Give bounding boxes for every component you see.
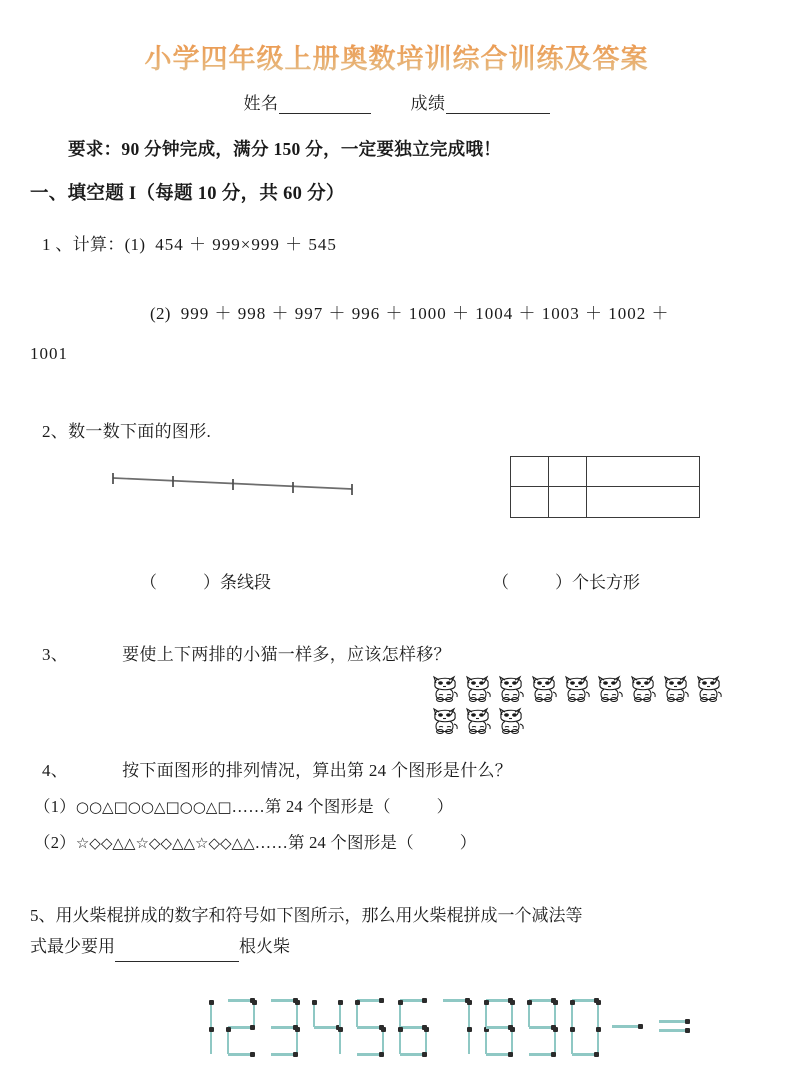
q2-right-suffix: ）个长方形: [555, 572, 640, 592]
q4-number: 4、: [42, 761, 69, 781]
cat-icon: [694, 674, 727, 704]
q4-sub2-label: （2）: [34, 833, 76, 853]
rectangle-grid: [510, 456, 700, 518]
cat-icon: [430, 706, 463, 736]
matchstick-digit-1: [180, 996, 216, 1058]
q4-sub1-sequence: ○○△□○○△□○○△□: [75, 798, 232, 817]
q2-right-open-paren: （: [492, 572, 509, 592]
cat-row-bottom: [430, 706, 793, 738]
q2-answer-left: [140, 568, 271, 593]
q3-number: 3、: [42, 644, 69, 664]
line-segment-figure: [110, 472, 355, 498]
cat-icon: [595, 674, 628, 704]
q1-sub2-label: (2): [150, 303, 171, 323]
question-3-cat-figure: [0, 674, 793, 738]
grid-cell: [511, 487, 549, 517]
q1-sub2-expression-continued: 1001: [30, 344, 68, 364]
matchstick-equals-sign: [657, 996, 699, 1058]
q1-sub2-expression: 999 ＋ 998 ＋ 997 ＋ 996 ＋ 1000 ＋ 1004 ＋ 1003 ＋ 1002 ＋: [180, 303, 670, 323]
q5-text-part1: 5、用火柴棍拼成的数字和符号如下图所示，那么用火柴棍拼成一个减法等: [30, 905, 583, 925]
q4-text: 按下面图形的排列情况，算出第 24 个图形是什么？: [122, 761, 513, 781]
cat-icon: [628, 674, 661, 704]
question-2-answers: [0, 568, 793, 598]
cat-icon: [463, 674, 496, 704]
q5-answer-blank[interactable]: [115, 945, 239, 963]
page-title: 小学四年级上册奥数培训综合训练及答案: [0, 0, 793, 76]
cat-icon: [430, 674, 463, 704]
q4-sub2-close: ）: [459, 833, 477, 853]
q4-sub2-tail: 第 24 个图形是（: [288, 833, 414, 853]
q2-answer-right: [492, 568, 640, 593]
question-5-stem: [0, 900, 793, 963]
matchstick-digit-3: [266, 996, 302, 1058]
question-1-sub2: [0, 301, 793, 327]
matchstick-digit-7: [438, 996, 474, 1058]
matchstick-digit-0: [567, 996, 603, 1058]
q4-sub2-ellipsis: ……: [254, 833, 289, 853]
name-input-blank[interactable]: [279, 97, 371, 115]
question-4-stem: [0, 758, 793, 784]
matchstick-digit-8: [481, 996, 517, 1058]
cat-icon: [463, 706, 496, 736]
q2-left-suffix: ）条线段: [203, 572, 271, 592]
question-4-sub1: [0, 794, 793, 820]
matchstick-digit-4: [309, 996, 345, 1058]
q2-left-open-paren: （: [140, 572, 157, 592]
q4-sub1-label: （1）: [34, 797, 76, 817]
cat-icon: [562, 674, 595, 704]
q4-sub2-sequence: ☆◇◇△△☆◇◇△△☆◇◇△△: [75, 834, 255, 853]
cat-icon: [496, 706, 529, 736]
q4-sub1-tail: 第 24 个图形是（: [264, 797, 391, 817]
q1-sub1-label: (1): [124, 235, 146, 255]
q5-text-part2b: 根火柴: [239, 937, 290, 957]
name-label: 姓名: [243, 94, 279, 114]
q1-label: 1 、计算：: [42, 235, 125, 255]
score-label: 成绩: [410, 94, 446, 114]
cat-icon: [496, 674, 529, 704]
q4-sub1-ellipsis: ……: [231, 797, 265, 817]
question-4-sub2: [0, 830, 793, 856]
section-heading: 一、填空题 I（每题 10 分，共 60 分）: [30, 184, 345, 205]
q4-sub1-close: ）: [436, 797, 454, 817]
matchstick-digit-2: [223, 996, 259, 1058]
cat-icon: [529, 674, 562, 704]
matchstick-digit-6: [395, 996, 431, 1058]
grid-cell: [587, 457, 699, 487]
cat-icon: [661, 674, 694, 704]
matchstick-row: [180, 996, 793, 1058]
q3-text: 要使上下两排的小猫一样多，应该怎样移？: [122, 644, 451, 664]
score-input-blank[interactable]: [446, 97, 550, 115]
grid-cell: [587, 487, 699, 517]
question-2-stem: 2、数一数下面的图形.: [42, 422, 212, 442]
q5-text-part2a: 式最少要用: [30, 937, 115, 957]
rectangle-grid-figure: [510, 456, 700, 518]
student-info-row: [0, 89, 793, 114]
matchstick-digit-5: [352, 996, 388, 1058]
matchstick-digit-9: [524, 996, 560, 1058]
question-1-stem: [0, 232, 793, 258]
matchstick-figure: [0, 996, 793, 1058]
cat-row-top: [430, 674, 793, 706]
grid-cell: [511, 457, 549, 487]
question-3-stem: [0, 642, 793, 668]
question-2-figures: [0, 450, 793, 568]
requirement-text: 要求：90 分钟完成，满分 150 分，一定要独立完成哦！: [68, 139, 502, 160]
grid-cell: [549, 487, 587, 517]
q1-sub1-expression: 454 ＋ 999×999 ＋ 545: [155, 235, 337, 255]
matchstick-minus-sign: [610, 996, 650, 1058]
grid-cell: [549, 457, 587, 487]
line-segment-svg: [110, 472, 355, 498]
